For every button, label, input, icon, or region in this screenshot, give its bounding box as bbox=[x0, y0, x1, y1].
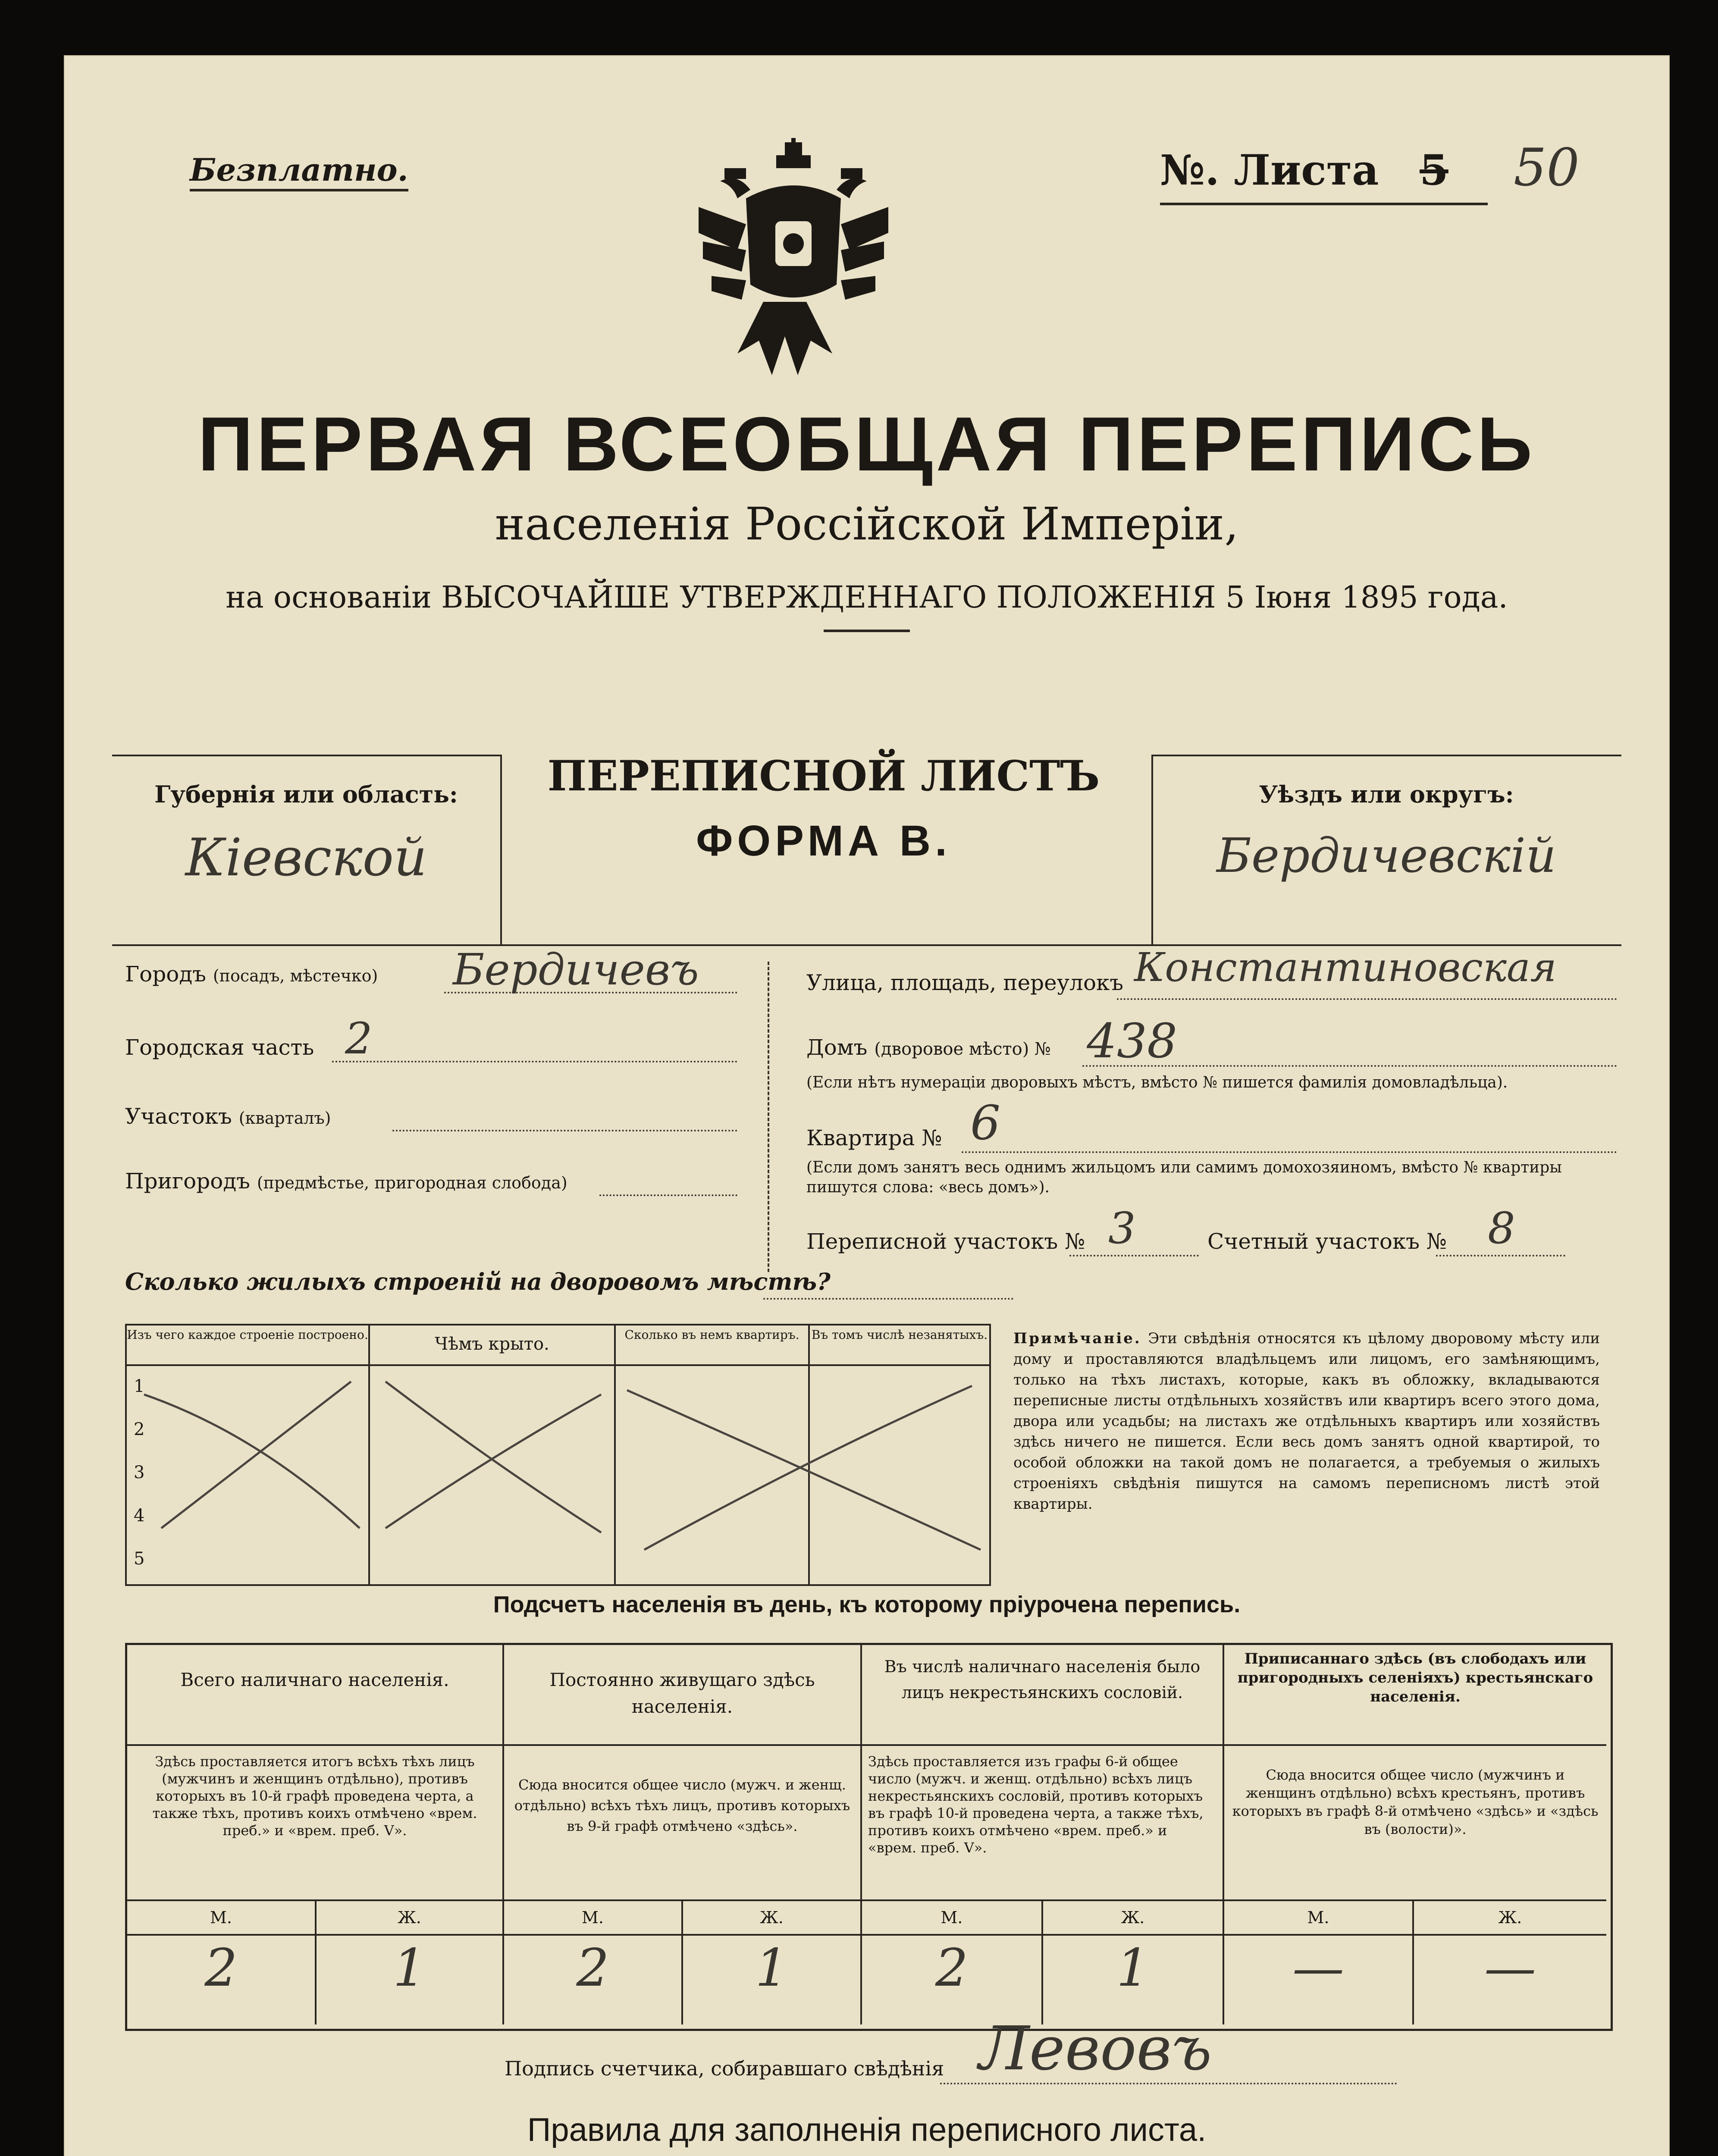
form-title: ПЕРЕПИСНОЙ ЛИСТЪ bbox=[547, 752, 1100, 800]
count-desc-peasant: Сюда вносится общее число (мужчинъ и женщинъ отдѣльно) всѣхъ крестьянъ, противъ которыхъ въ графѣ 8-й отмѣчено «здѣсь» и «здѣсь въ (волости)». bbox=[1232, 1767, 1599, 1837]
city-value: Бердичевъ bbox=[453, 944, 699, 995]
count-value: — bbox=[1484, 1938, 1536, 1998]
count-area-label: Счетный участокъ № bbox=[1207, 1229, 1447, 1254]
count-col-f: Ж. bbox=[1121, 1908, 1145, 1927]
buildings-row-num: 5 bbox=[134, 1549, 145, 1569]
census-sheet bbox=[64, 55, 1670, 2156]
sheet-number-underline bbox=[1160, 203, 1488, 205]
county-label: Уѣздъ или округъ: bbox=[1259, 780, 1514, 808]
count-header-total: Всего наличнаго населенія. bbox=[180, 1669, 449, 1690]
count-col-m: М. bbox=[1307, 1908, 1329, 1927]
buildings-question: Сколько жилыхъ строеній на дворовомъ мѣстѣ? bbox=[125, 1268, 831, 1295]
free-label: Безплатно. bbox=[190, 151, 408, 191]
signature-value: Левовъ bbox=[979, 2014, 1212, 2084]
street-value: Константиновская bbox=[1134, 944, 1557, 990]
quarter-field: Участокъ (кварталъ) bbox=[125, 1104, 331, 1129]
sheet-number-printed: 5 bbox=[1420, 146, 1448, 194]
count-value: 1 bbox=[393, 1938, 426, 1998]
house-note: (Если нѣтъ нумераціи дворовыхъ мѣстъ, вмѣсто № пишется фамилія домовладѣльца). bbox=[806, 1074, 1508, 1091]
count-col-m: М. bbox=[582, 1908, 604, 1927]
page-subtitle: населенія Россійской Имперіи, bbox=[495, 498, 1239, 550]
sheet-number-label: №. Листа bbox=[1160, 146, 1379, 194]
count-col-m: М. bbox=[210, 1908, 232, 1927]
buildings-col-vacant: Въ томъ числѣ незанятыхъ. bbox=[811, 1328, 988, 1342]
note-block bbox=[1013, 1328, 1600, 1514]
note-text: Эти свѣдѣнія относятся къ цѣлому дворовому мѣсту или дому и проставляются владѣльцемъ или лицомъ, его замѣняющимъ, только на тѣхъ листахъ, которые, какъ въ обложку, вкладываются переписные листы отдѣльныхъ хозяйствъ или квартиръ всего этого дома, двора или усадьбы; на листахъ же отдѣльныхъ квартиръ или хозяйствъ здѣсь ничего не пишется. Если весь домъ занятъ одной квартирой, то особой обложки на такой домъ не полагается, а требуемыя о жилыхъ строеніяхъ свѣдѣнія пишутся на самомъ переписномъ листѣ этой квартиры. bbox=[1013, 1330, 1600, 1513]
double-headed-eagle-icon bbox=[699, 138, 888, 379]
district-value: 2 bbox=[345, 1013, 373, 1064]
apartment-note: (Если домъ занятъ весь однимъ жильцомъ или самимъ домохозяиномъ, вмѣсто № квартиры пишутся слова: «весь домъ»). bbox=[806, 1159, 1562, 1196]
page-title: ПЕРВАЯ ВСЕОБЩАЯ ПЕРЕПИСЬ bbox=[198, 401, 1536, 487]
count-value: 2 bbox=[204, 1938, 238, 1998]
count-title: Подсчетъ населенія въ день, къ которому пріурочена перепись. bbox=[493, 1592, 1241, 1617]
buildings-row-num: 2 bbox=[134, 1420, 145, 1439]
count-value: 1 bbox=[1116, 1938, 1150, 1998]
count-col-f: Ж. bbox=[760, 1908, 784, 1927]
province-value: Кіевской bbox=[185, 828, 427, 888]
suburb-field: Пригородъ (предмѣстье, пригородная слобода) bbox=[125, 1169, 567, 1194]
title-divider bbox=[824, 630, 910, 632]
province-label: Губернія или область: bbox=[154, 780, 458, 808]
buildings-row-num: 3 bbox=[134, 1463, 145, 1482]
count-col-f: Ж. bbox=[1498, 1908, 1522, 1927]
count-header-peasant: Приписаннаго здѣсь (въ слободахъ или пригородныхъ селеніяхъ) крестьянскаго населенія. bbox=[1237, 1650, 1593, 1705]
address-divider bbox=[768, 962, 769, 1272]
form-code: ФОРМА В. bbox=[696, 817, 951, 865]
count-desc-total: Здѣсь проставляется итогъ всѣхъ тѣхъ лицъ (мужчинъ и женщинъ отдѣльно), противъ которыхъ въ 10-й графѣ проведена черта, а также тѣхъ, противъ коихъ отмѣчено «врем. преб.» и «врем. преб. V». bbox=[152, 1753, 477, 1839]
house-value: 438 bbox=[1087, 1013, 1177, 1069]
buildings-crossout bbox=[127, 1326, 989, 1584]
count-col-m: М. bbox=[941, 1908, 963, 1927]
count-header-permanent: Постоянно живущаго здѣсь населенія. bbox=[549, 1669, 815, 1717]
count-value: 1 bbox=[755, 1938, 788, 1998]
census-area-value: 3 bbox=[1108, 1203, 1136, 1253]
count-desc-non-peasant: Здѣсь проставляется изъ графы 6-й общее число (мужч. и женщ. отдѣльно) всѣхъ лицъ некрестьянскихъ сословій, противъ которыхъ въ графѣ 10-й проведена черта, а также тѣхъ, противъ коихъ отмѣчено «врем. преб.» и «врем. преб. V». bbox=[868, 1753, 1204, 1856]
legal-basis: на основаніи ВЫСОЧАЙШЕ УТВЕРЖДЕННАГО ПОЛОЖЕНІЯ 5 Іюня 1895 года. bbox=[226, 580, 1508, 615]
count-area-value: 8 bbox=[1488, 1203, 1515, 1253]
sheet-number-handwritten: 50 bbox=[1514, 138, 1580, 198]
district-label: Городская часть bbox=[125, 1035, 314, 1060]
apartment-label: Квартира № bbox=[806, 1125, 942, 1150]
census-area-label: Переписной участокъ № bbox=[806, 1229, 1085, 1254]
count-header-non-peasant: Въ числѣ наличнаго населенія было лицъ некрестьянскихъ сословій. bbox=[884, 1657, 1201, 1702]
buildings-col-roof: Чѣмъ крыто. bbox=[435, 1334, 549, 1354]
note-title: Примѣчаніе. bbox=[1013, 1330, 1141, 1347]
count-desc-permanent: Сюда вносится общее число (мужч. и женщ. отдѣльно) всѣхъ тѣхъ лицъ, противъ которыхъ въ 9-й графѣ отмѣчено «здѣсь». bbox=[514, 1777, 850, 1834]
count-value: 2 bbox=[935, 1938, 969, 1998]
house-field: Домъ (дворовое мѣсто) № bbox=[806, 1035, 1051, 1060]
buildings-col-apartments: Сколько въ немъ квартиръ. bbox=[624, 1328, 799, 1342]
buildings-col-material: Изъ чего каждое строеніе построено. bbox=[127, 1328, 368, 1342]
signature-label: Подпись счетчика, собиравшаго свѣдѣнія bbox=[505, 2057, 944, 2080]
count-value: — bbox=[1292, 1938, 1344, 1998]
street-label: Улица, площадь, переулокъ bbox=[806, 970, 1124, 995]
city-field: Городъ (посадъ, мѣстечко) bbox=[125, 962, 378, 987]
count-value: 2 bbox=[576, 1938, 609, 1998]
apartment-value: 6 bbox=[970, 1095, 1000, 1150]
rules-title: Правила для заполненія переписного листа. bbox=[527, 2112, 1207, 2148]
buildings-table bbox=[125, 1324, 991, 1586]
county-value: Бердичевскій bbox=[1216, 828, 1556, 883]
buildings-row-num: 1 bbox=[134, 1376, 145, 1396]
count-col-f: Ж. bbox=[398, 1908, 421, 1927]
buildings-row-num: 4 bbox=[134, 1506, 145, 1526]
count-table bbox=[125, 1643, 1613, 2031]
